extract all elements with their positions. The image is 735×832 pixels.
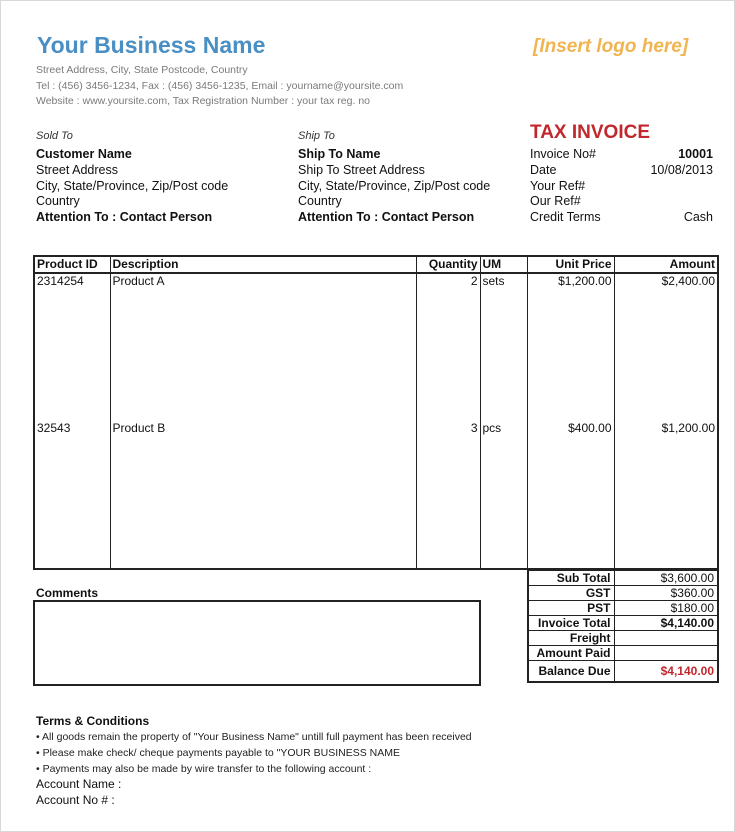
col-quantity: Quantity [416,256,480,273]
terms-title: Terms & Conditions [36,714,150,728]
invoice-no-value: 10001 [678,147,713,161]
credit-terms-value: Cash [683,210,713,224]
terms-line: • Please make check/ cheque payments payable to "YOUR BUSINESS NAME [36,747,400,759]
cell-quantity: 3 [416,421,480,560]
gst-label: GST [528,586,614,601]
col-unit-price: Unit Price [527,256,614,273]
comments-box[interactable] [33,600,481,686]
ship-to-country: Country [298,194,342,208]
subtotal-row [528,570,718,586]
gst-row [528,586,718,601]
business-name: Your Business Name [37,32,266,58]
items-table [33,255,719,570]
account-name-label: Account Name : [36,777,122,791]
invoice-total-label: Invoice Total [528,616,614,631]
ship-to-attention: Attention To : Contact Person [298,210,475,224]
pst-value: $180.00 [614,601,718,616]
table-row [34,273,718,421]
freight-label: Freight [528,631,614,646]
subtotal-label: Sub Total [528,570,614,586]
balance-due-value: $4,140.00 [614,661,718,683]
col-amount: Amount [614,256,718,273]
amount-paid-label: Amount Paid [528,646,614,661]
ship-to-label: Ship To [298,130,335,142]
terms-line: • All goods remain the property of "Your Business Name" untill full payment has been received [36,731,472,743]
items-header-row [34,256,718,273]
cell-quantity: 2 [416,273,480,421]
invoice-total-row [528,616,718,631]
business-address: Street Address, City, State Postcode, Country [36,64,248,76]
balance-due-row [528,661,718,683]
invoice-no-label: Invoice No# [530,147,597,161]
amount-paid-row [528,646,718,661]
pst-label: PST [528,601,614,616]
terms-line: • Payments may also be made by wire transfer to the following account : [36,763,372,775]
pst-row [528,601,718,616]
amount-paid-value [614,646,718,661]
cell-description: Product A [110,273,416,421]
sold-to-street: Street Address [36,163,118,177]
balance-due-label: Balance Due [528,661,614,683]
totals-table [527,569,719,683]
cell-unit-price: $400.00 [527,421,614,560]
credit-terms-label: Credit Terms [530,210,601,224]
cell-um: sets [480,273,527,421]
cell-product-id: 2314254 [37,274,84,288]
cell-um: pcs [480,421,527,560]
sold-to-attention: Attention To : Contact Person [36,210,213,224]
your-ref-label: Your Ref# [530,179,586,193]
sold-to-city: City, State/Province, Zip/Post code [36,179,229,193]
col-description: Description [110,256,416,273]
cell-amount: $2,400.00 [614,273,718,421]
ship-to-street: Ship To Street Address [298,163,425,177]
table-row [34,421,718,560]
ship-to-name: Ship To Name [298,147,381,161]
date-label: Date [530,163,557,177]
sold-to-country: Country [36,194,80,208]
sold-to-label: Sold To [36,130,73,142]
date-value: 10/08/2013 [650,163,713,177]
cell-product-id: 32543 [37,421,71,435]
col-um: UM [480,256,527,273]
subtotal-value: $3,600.00 [614,570,718,586]
ship-to-city: City, State/Province, Zip/Post code [298,179,491,193]
account-no-label: Account No # : [36,793,115,807]
business-contact: Tel : (456) 3456-1234, Fax : (456) 3456-1235, Email : yourname@yoursite.com [36,80,404,92]
freight-value [614,631,718,646]
col-product-id: Product ID [34,256,110,273]
freight-row [528,631,718,646]
cell-description: Product B [110,421,416,560]
our-ref-label: Our Ref# [530,194,581,208]
business-web: Website : www.yoursite.com, Tax Registration Number : your tax reg. no [36,95,370,107]
gst-value: $360.00 [614,586,718,601]
invoice-total-value: $4,140.00 [614,616,718,631]
table-filler-row [34,560,718,569]
cell-amount: $1,200.00 [614,421,718,560]
logo-placeholder: [Insert logo here] [533,36,689,57]
cell-unit-price: $1,200.00 [527,273,614,421]
comments-label: Comments [36,586,99,600]
invoice-title: TAX INVOICE [530,122,650,143]
sold-to-name: Customer Name [36,147,132,161]
